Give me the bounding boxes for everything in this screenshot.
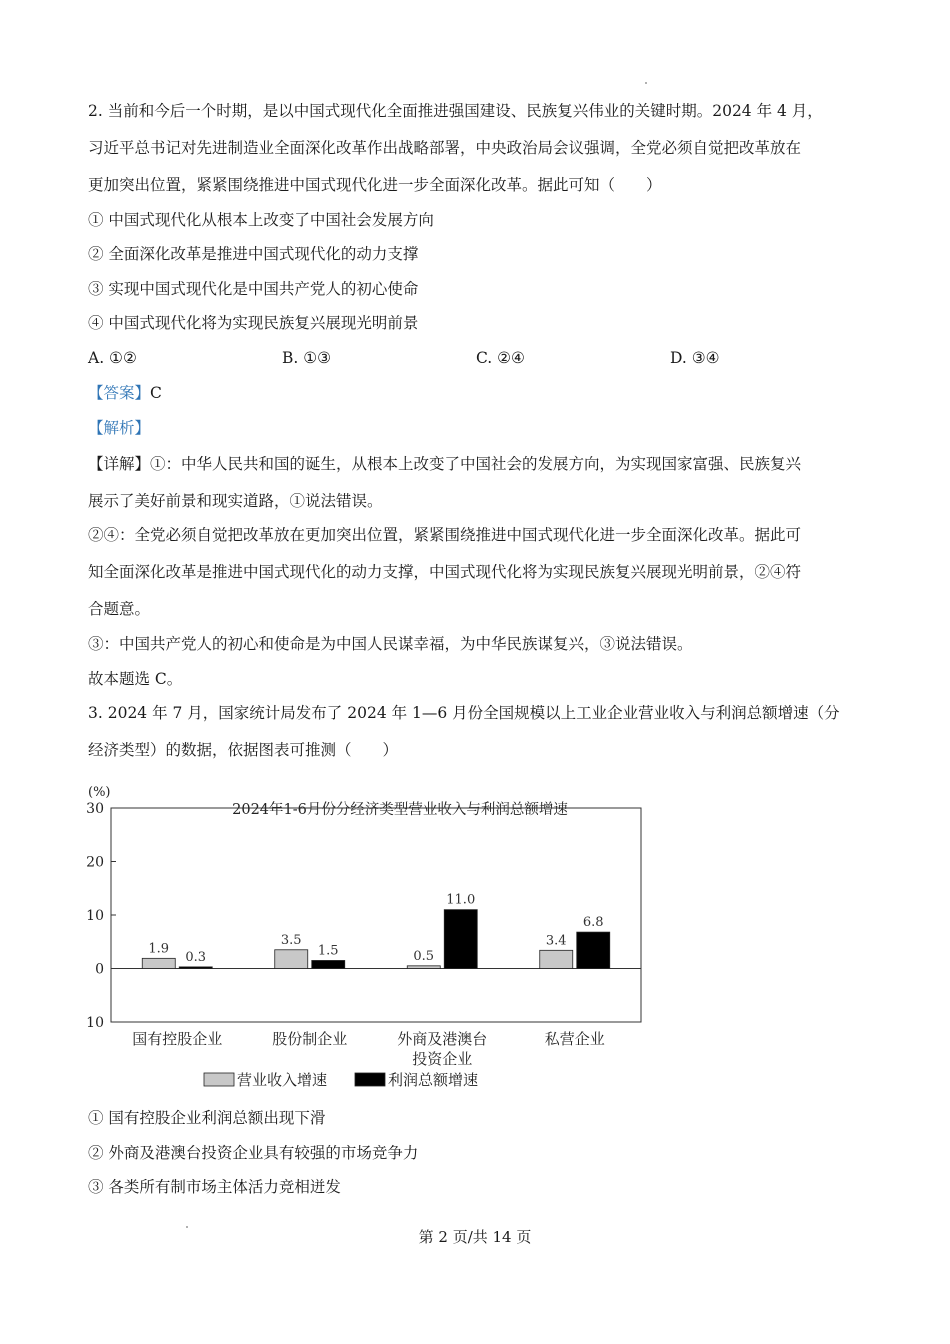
y-tick-label: 10 (86, 1015, 104, 1031)
bar-value-label: 1.9 (148, 941, 170, 957)
q2-statement-2: ② 全面深化改革是推进中国式现代化的动力支撑 (88, 245, 419, 263)
detail-line-2: 展示了美好前景和现实道路，①说法错误。 (88, 492, 383, 510)
bar-revenue (407, 966, 440, 969)
bar-profit (312, 960, 345, 968)
y-tick-label: 30 (86, 801, 104, 817)
q2-stem-line-3: 更加突出位置，紧紧围绕推进中国式现代化进一步全面深化改革。据此可知（ ） (88, 176, 662, 194)
legend-label: 营业收入增速 (237, 1071, 328, 1089)
q2-option-c: C. ②④ (476, 349, 525, 367)
y-tick-label: 10 (86, 908, 104, 924)
answer-label: 【答案】 (88, 384, 151, 402)
legend-swatch-revenue (204, 1073, 234, 1086)
q3-statement-3: ③ 各类所有制市场主体活力竞相迸发 (88, 1178, 341, 1196)
q2-option-b: B. ①③ (282, 349, 332, 367)
bar-profit (179, 967, 212, 969)
bar-value-label: 1.5 (317, 943, 339, 959)
q3-statement-2: ② 外商及港澳台投资企业具有较强的市场竞争力 (88, 1144, 419, 1162)
detail-label: 【详解】 (88, 455, 151, 473)
bar-revenue (540, 950, 573, 968)
q2-statement-1: ① 中国式现代化从根本上改变了中国社会发展方向 (88, 211, 434, 229)
category-label: 投资企业 (412, 1050, 473, 1068)
bar-value-label: 3.5 (280, 932, 302, 948)
q2-answer (88, 382, 162, 404)
scan-dot (645, 82, 647, 84)
detail-line-5: 合题意。 (88, 600, 151, 618)
q2-stem-line-1: 2. 当前和今后一个时期，是以中国式现代化全面推进强国建设、民族复兴伟业的关键时期。2024 年 4 月， (88, 102, 823, 120)
y-tick-label: 20 (86, 854, 104, 871)
category-label: 股份制企业 (272, 1030, 348, 1048)
detail-line-7: 故本题选 C。 (88, 670, 183, 688)
detail-line-3: ②④：全党必须自觉把改革放在更加突出位置，紧紧围绕推进中国式现代化进一步全面深化改革。据此可 (88, 526, 802, 544)
category-label: 私营企业 (544, 1030, 605, 1048)
detail-text-1: ①：中华人民共和国的诞生，从根本上改变了中国社会的发展方向，为实现国家富强、民族复兴 (150, 455, 802, 473)
category-label: 国有控股企业 (132, 1030, 223, 1048)
q2-stem-line-2: 习近平总书记对先进制造业全面深化改革作出战略部署，中央政治局会议强调，全党必须自觉把改革放在 (88, 139, 802, 157)
q3-stem-line-2: 经济类型）的数据，依据图表可推测（ ） (88, 741, 399, 759)
q3-stem-line-1: 3. 2024 年 7 月，国家统计局发布了 2024 年 1—6 月份全国规模以上工业企业营业收入与利润总额增速（分 (88, 704, 840, 722)
bar-revenue (275, 950, 308, 969)
bar-value-label: 11.0 (446, 892, 476, 908)
q2-statement-4: ④ 中国式现代化将为实现民族复兴展现光明前景 (88, 314, 419, 332)
bar-value-label: 0.3 (185, 949, 207, 965)
q2-option-d: D. ③④ (670, 349, 720, 367)
detail-line-1 (88, 453, 801, 475)
category-label: 外商及港澳台 (397, 1030, 488, 1048)
bar-profit (577, 932, 610, 968)
bar-profit (444, 910, 477, 969)
legend-swatch-profit (355, 1073, 385, 1086)
y-axis-label: (%) (88, 785, 111, 800)
detail-line-6: ③：中国共产党人的初心和使命是为中国人民谋幸福，为中华民族谋复兴，③说法错误。 (88, 635, 693, 653)
analysis-label: 【解析】 (88, 419, 151, 437)
detail-line-4: 知全面深化改革是推进中国式现代化的动力支撑，中国式现代化将为实现民族复兴展现光明前景，②④符 (88, 563, 802, 581)
scan-dot (186, 1226, 188, 1228)
q2-statement-3: ③ 实现中国式现代化是中国共产党人的初心使命 (88, 280, 419, 298)
bar-value-label: 0.5 (413, 948, 435, 964)
bar-revenue (142, 958, 175, 968)
answer-value: C (150, 384, 162, 402)
bar-value-label: 6.8 (582, 915, 604, 931)
legend-label: 利润总额增速 (388, 1071, 479, 1089)
q2-option-a: A. ①② (88, 349, 137, 367)
plot-frame (111, 808, 641, 1022)
q3-statement-1: ① 国有控股企业利润总额出现下滑 (88, 1109, 326, 1127)
bar-value-label: 3.4 (545, 933, 567, 949)
growth-bar-chart (80, 770, 680, 1095)
y-tick-label: 0 (95, 961, 104, 978)
page-footer: 第 2 页/共 14 页 (418, 1228, 532, 1246)
chart-title: 2024年1-6月份分经济类型营业收入与利润总额增速 (232, 802, 568, 818)
